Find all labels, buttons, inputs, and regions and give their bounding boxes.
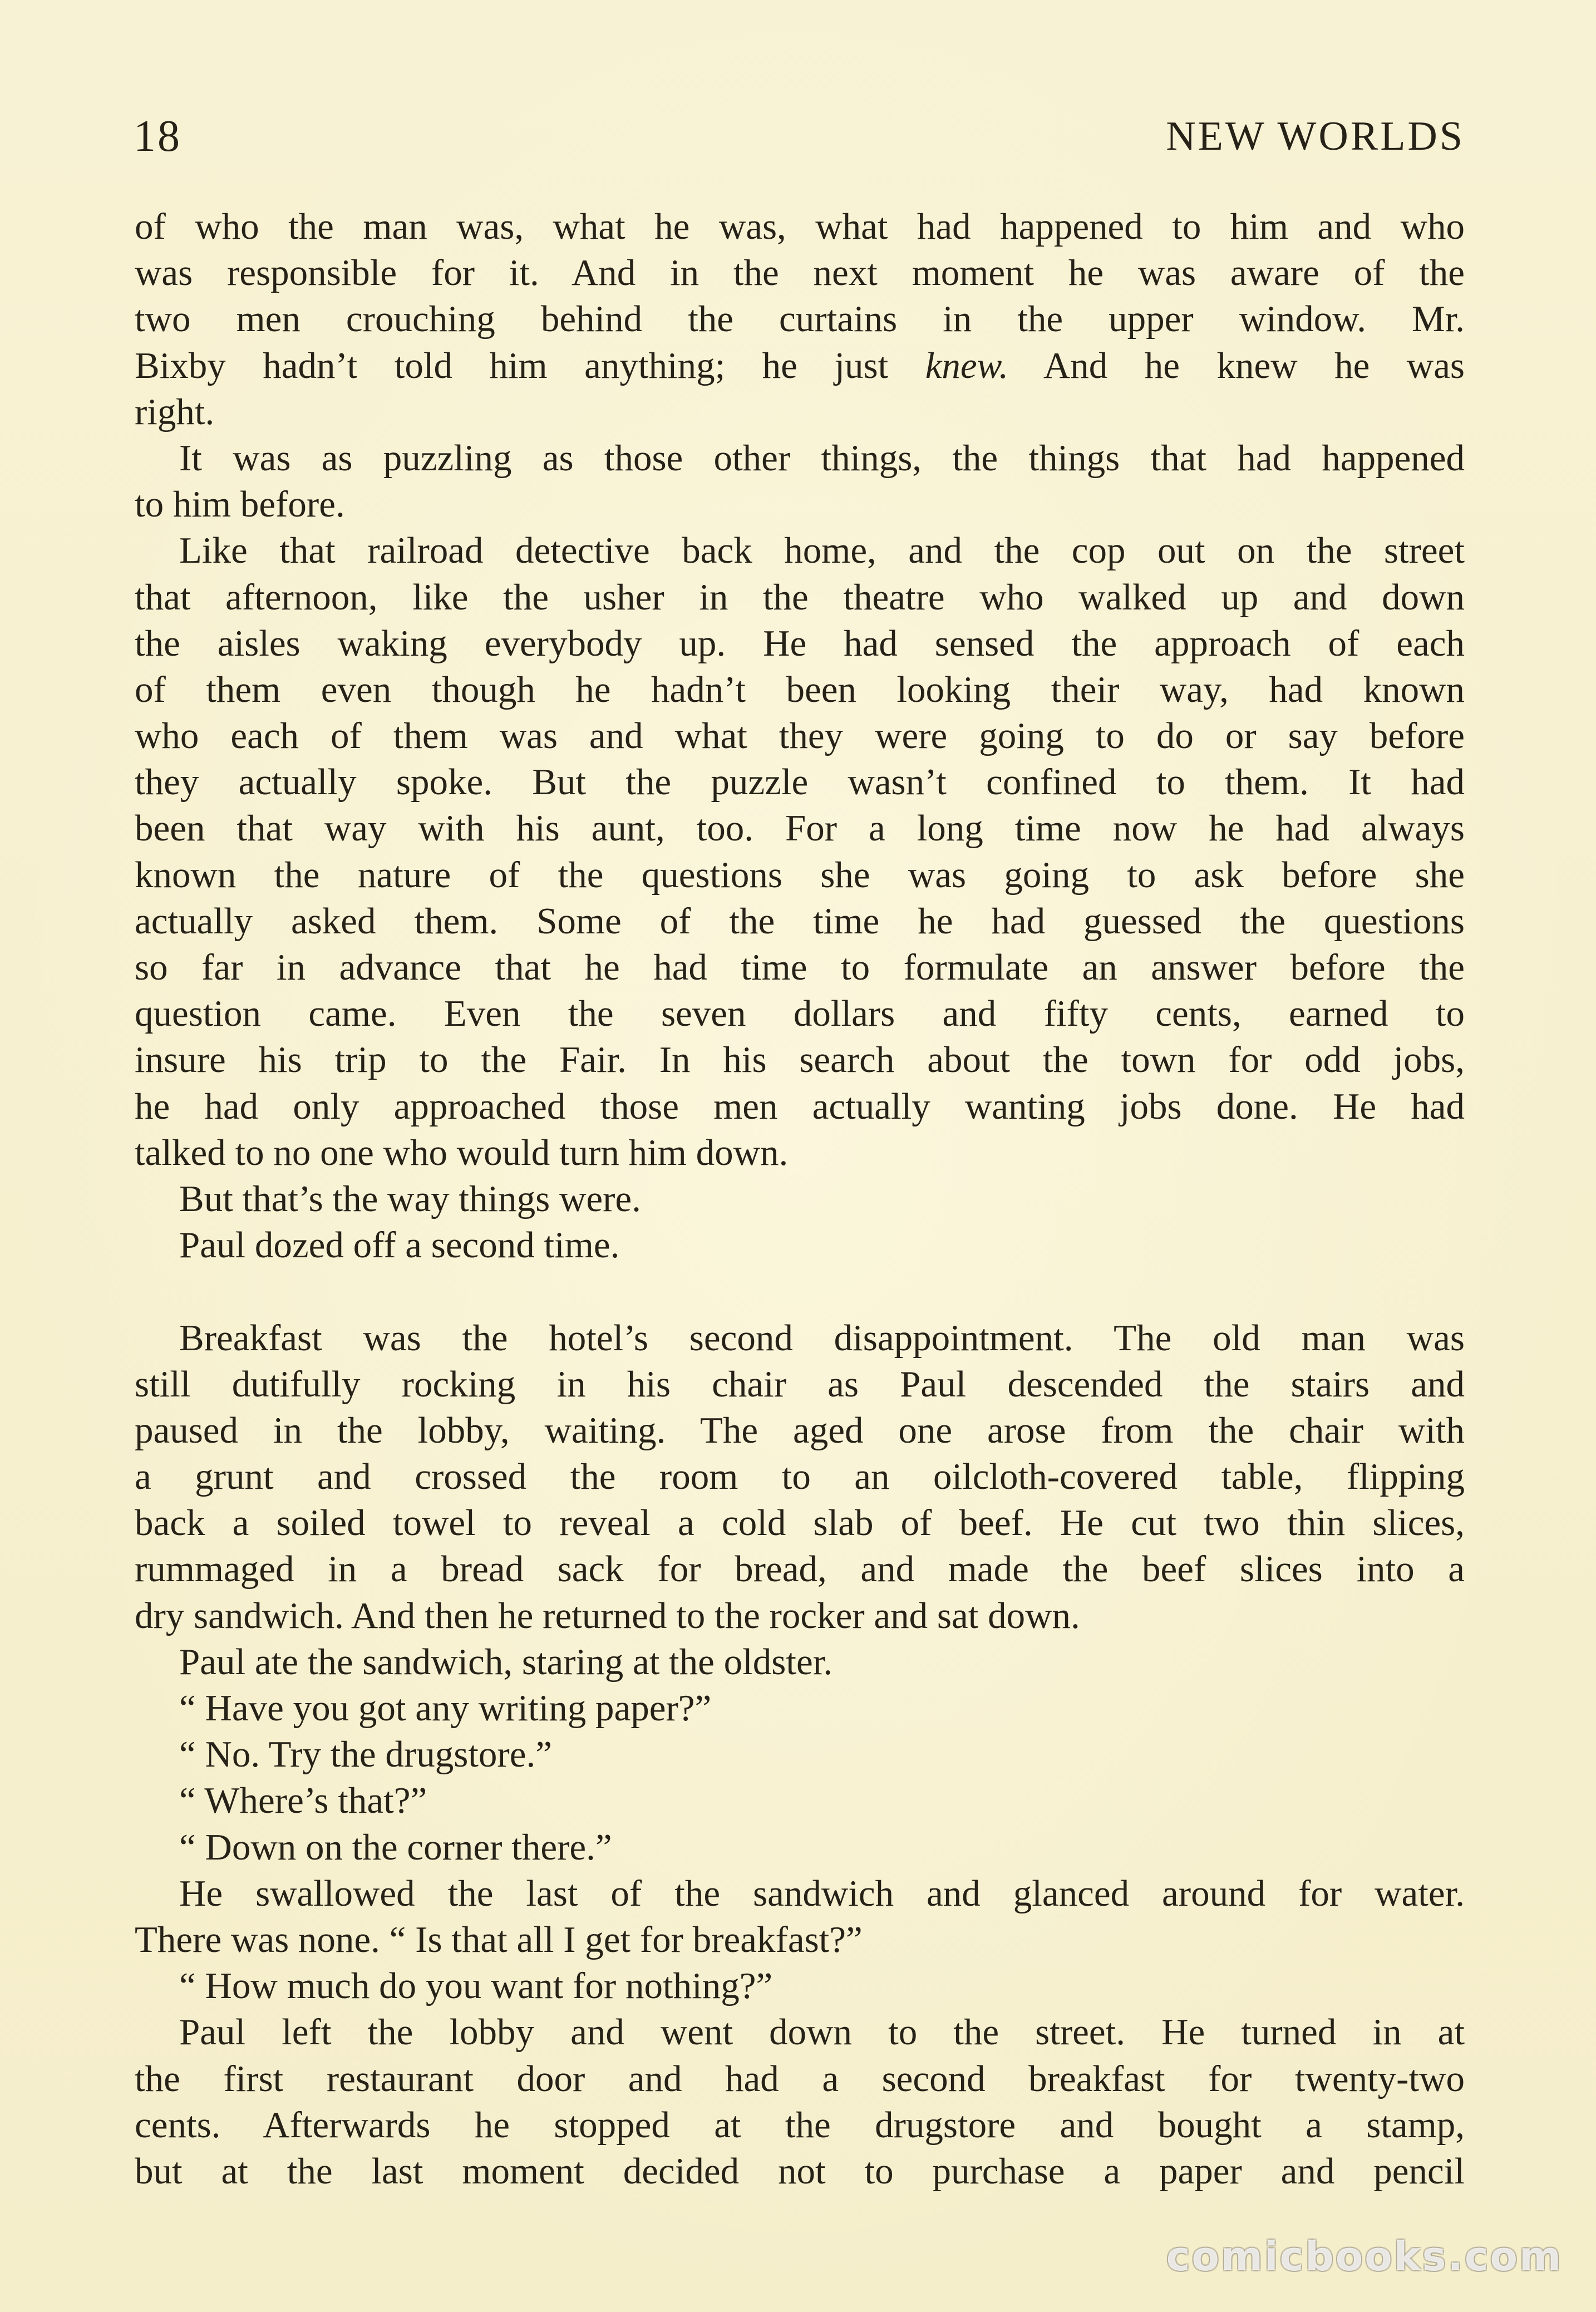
page-number: 18	[134, 111, 181, 161]
text-line: that afternoon, like the usher in the theatre who walked up and down	[135, 576, 1465, 618]
paragraph-start: Paul left the lobby and went down to the street. He turned in at	[179, 2011, 1465, 2053]
text-line: the first restaurant door and had a second breakfast for twenty-two	[135, 2058, 1465, 2099]
text-line: paused in the lobby, waiting. The aged one arose from the chair with	[135, 1409, 1465, 1451]
text-line: insure his trip to the Fair. In his search about the town for odd jobs,	[135, 1039, 1465, 1081]
paragraph-start: He swallowed the last of the sandwich and glanced around for water.	[179, 1872, 1465, 1914]
text-line: rummaged in a bread sack for bread, and made the beef slices into a	[135, 1548, 1465, 1590]
text-line-start: Bixby hadn’t told him anything; he just	[135, 345, 925, 386]
text-line: two men crouching behind the curtains in the upper window. Mr.	[135, 298, 1465, 340]
paragraph-start: Like that railroad detective back home, and the cop out on the street	[179, 530, 1465, 572]
text-line: question came. Even the seven dollars and fifty cents, earned to	[135, 993, 1465, 1035]
page-header	[134, 106, 1465, 167]
dialogue-line: “ How much do you want for nothing?”	[179, 1965, 773, 2007]
watermark: comicbooks.com	[1166, 2233, 1563, 2280]
text-line: still dutifully rocking in his chair as Paul descended the stairs and	[135, 1363, 1465, 1405]
text-line: of them even though he hadn’t been looking their way, had known	[135, 668, 1465, 710]
text-line: they actually spoke. But the puzzle wasn’t confined to them. It had	[135, 761, 1465, 803]
text-line: so far in advance that he had time to formulate an answer before the	[135, 947, 1465, 988]
text-line: of who the man was, what he was, what had happened to him and who	[135, 206, 1465, 247]
text-line: dry sandwich. And then he returned to the rocker and sat down.	[135, 1595, 1080, 1636]
text-line: he had only approached those men actually wanting jobs done. He had	[135, 1085, 1465, 1127]
text-line: right.	[135, 391, 215, 432]
paragraph-start: It was as puzzling as those other things, the things that had happened	[179, 437, 1465, 479]
text-line	[135, 343, 1465, 389]
text-line: but at the last moment decided not to purchase a paper and pencil	[135, 2150, 1465, 2192]
text-line-end: And he knew he was	[1008, 345, 1465, 386]
paragraph-start: Paul ate the sandwich, staring at the oldster.	[179, 1641, 833, 1683]
text-line: There was none. “ Is that all I get for breakfast?”	[135, 1919, 863, 1960]
text-line: been that way with his aunt, too. For a long time now he had always	[135, 808, 1465, 849]
text-line: cents. Afterwards he stopped at the drugstore and bought a stamp,	[135, 2104, 1465, 2146]
italic-word: knew.	[925, 345, 1009, 386]
text-line: who each of them was and what they were going to do or say before	[135, 715, 1465, 757]
paragraph-start: Paul dozed off a second time.	[179, 1224, 620, 1266]
paragraph-start: But that’s the way things were.	[179, 1178, 641, 1219]
dialogue-line: “ No. Try the drugstore.”	[179, 1734, 552, 1775]
running-title: NEW WORLDS	[1166, 113, 1465, 159]
dialogue-line: “ Where’s that?”	[179, 1780, 427, 1822]
section-break	[135, 1268, 1465, 1315]
dialogue-line: “ Have you got any writing paper?”	[179, 1688, 712, 1729]
body-text	[135, 204, 1465, 2195]
text-line: the aisles waking everybody up. He had sensed the approach of each	[135, 622, 1465, 664]
text-line: back a soiled towel to reveal a cold slab of beef. He cut two thin slices,	[135, 1502, 1465, 1544]
text-line: talked to no one who would turn him down.	[135, 1132, 789, 1173]
text-line: to him before.	[135, 484, 345, 525]
paragraph-start: Breakfast was the hotel’s second disappointment. The old man was	[179, 1317, 1465, 1359]
text-line: actually asked them. Some of the time he had guessed the questions	[135, 900, 1465, 942]
text-line: a grunt and crossed the room to an oilcloth-covered table, flipping	[135, 1456, 1465, 1498]
text-line: was responsible for it. And in the next moment he was aware of the	[135, 252, 1465, 294]
text-line: known the nature of the questions she was going to ask before she	[135, 854, 1465, 896]
dialogue-line: “ Down on the corner there.”	[179, 1826, 612, 1868]
